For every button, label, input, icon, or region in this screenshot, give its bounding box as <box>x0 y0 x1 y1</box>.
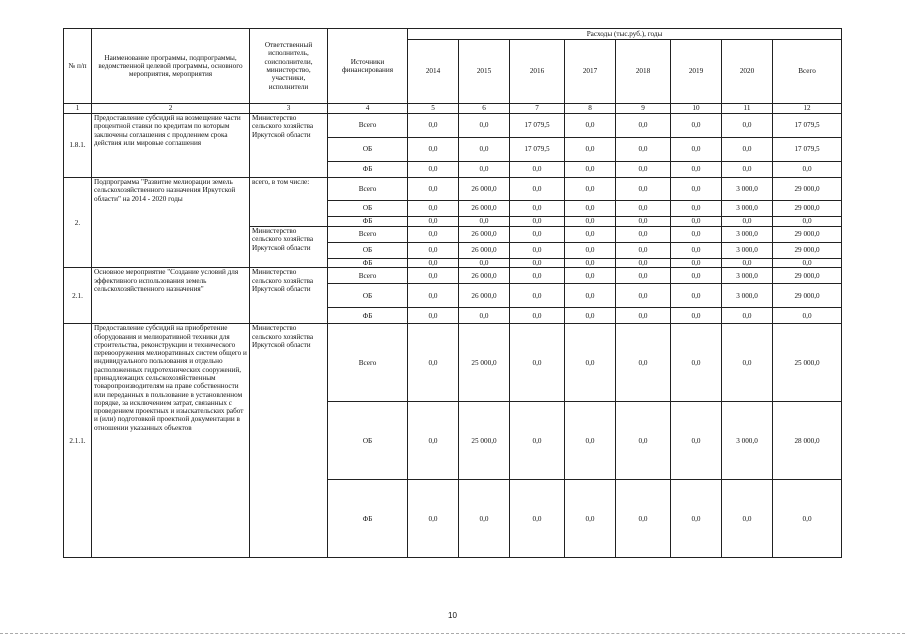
total-cell: 0,0 <box>773 308 842 324</box>
item-executor: Министерство сельского хозяйства Иркутской области <box>250 268 328 324</box>
funding-source: Всего <box>328 324 408 402</box>
column-number: 2 <box>92 104 250 114</box>
amount-cell: 0,0 <box>408 114 459 138</box>
amount-cell: 0,0 <box>616 284 671 308</box>
amount-cell: 0,0 <box>510 259 565 268</box>
amount-cell: 0,0 <box>510 201 565 217</box>
funding-source: ФБ <box>328 308 408 324</box>
header-expenses: Расходы (тыс.руб.), годы <box>408 29 842 40</box>
amount-cell: 0,0 <box>408 284 459 308</box>
funding-source: ФБ <box>328 217 408 227</box>
amount-cell: 0,0 <box>565 227 616 243</box>
amount-cell: 0,0 <box>565 259 616 268</box>
total-cell: 0,0 <box>773 162 842 178</box>
table-row <box>64 324 842 402</box>
amount-cell: 25 000,0 <box>459 402 510 480</box>
total-cell: 17 079,5 <box>773 138 842 162</box>
amount-cell: 0,0 <box>616 138 671 162</box>
amount-cell: 0,0 <box>616 259 671 268</box>
amount-cell: 0,0 <box>510 308 565 324</box>
amount-cell: 0,0 <box>616 217 671 227</box>
amount-cell: 0,0 <box>671 138 722 162</box>
amount-cell: 0,0 <box>510 243 565 259</box>
item-name: Подпрограмма "Развитие мелиорации земель сельскохозяйственного назначения Иркутской области" на 2014 - 2020 годы <box>92 178 250 268</box>
amount-cell: 0,0 <box>510 178 565 201</box>
amount-cell: 0,0 <box>408 243 459 259</box>
item-executor: Министерство сельского хозяйства Иркутской области <box>250 227 328 268</box>
table-row <box>64 178 842 201</box>
table-row <box>64 268 842 284</box>
amount-cell: 0,0 <box>722 259 773 268</box>
item-number: 2.1. <box>64 268 92 324</box>
amount-cell: 0,0 <box>671 480 722 558</box>
amount-cell: 0,0 <box>459 138 510 162</box>
table-row <box>64 114 842 138</box>
amount-cell: 0,0 <box>565 178 616 201</box>
header-source: Источники финансирования <box>328 29 408 104</box>
item-name: Предоставление субсидий на приобретение оборудования и мелиоративной техники для строительства, реконструкции и технического перевооружения мелиоративных систем общего и индивидуального пользования и отдельно расположенных гидротехнических сооружений, принадлежащих сельскохозяйственным товаропроизводителям на праве собственности или переданных в пользование в установленном порядке, за исключением затрат, связанных с проведением проектных и изыскательских работ и (или) подготовкой проектной документации в отношении указанных объектов <box>92 324 250 558</box>
amount-cell: 17 079,5 <box>510 138 565 162</box>
page-number: 10 <box>448 611 457 620</box>
amount-cell: 0,0 <box>459 480 510 558</box>
amount-cell: 0,0 <box>408 217 459 227</box>
amount-cell: 0,0 <box>616 201 671 217</box>
column-number: 4 <box>328 104 408 114</box>
amount-cell: 0,0 <box>671 243 722 259</box>
funding-source: Всего <box>328 178 408 201</box>
total-cell: 28 000,0 <box>773 402 842 480</box>
amount-cell: 0,0 <box>565 162 616 178</box>
amount-cell: 0,0 <box>565 243 616 259</box>
amount-cell: 0,0 <box>510 227 565 243</box>
amount-cell: 0,0 <box>565 308 616 324</box>
amount-cell: 26 000,0 <box>459 201 510 217</box>
amount-cell: 0,0 <box>722 308 773 324</box>
amount-cell: 0,0 <box>408 259 459 268</box>
column-number: 8 <box>565 104 616 114</box>
item-number: 1.8.1. <box>64 114 92 178</box>
amount-cell: 0,0 <box>510 324 565 402</box>
amount-cell: 3 000,0 <box>722 402 773 480</box>
amount-cell: 0,0 <box>671 162 722 178</box>
total-cell: 0,0 <box>773 480 842 558</box>
amount-cell: 0,0 <box>459 259 510 268</box>
amount-cell: 26 000,0 <box>459 178 510 201</box>
amount-cell: 0,0 <box>408 201 459 217</box>
total-cell: 29 000,0 <box>773 201 842 217</box>
footer-divider <box>0 633 905 634</box>
amount-cell: 0,0 <box>671 268 722 284</box>
amount-cell: 0,0 <box>459 114 510 138</box>
amount-cell: 3 000,0 <box>722 268 773 284</box>
amount-cell: 3 000,0 <box>722 201 773 217</box>
amount-cell: 0,0 <box>722 324 773 402</box>
column-number: 10 <box>671 104 722 114</box>
header-total: Всего <box>773 40 842 104</box>
header-num: № п/п <box>64 29 92 104</box>
column-number: 6 <box>459 104 510 114</box>
header-year: 2018 <box>616 40 671 104</box>
item-executor: Министерство сельского хозяйства Иркутской области <box>250 114 328 178</box>
item-name: Предоставление субсидий на возмещение части процентной ставки по кредитам по которым заключены соглашения с продлением срока действия или мировые соглашения <box>92 114 250 178</box>
column-numbers-row <box>64 104 842 114</box>
total-cell: 29 000,0 <box>773 243 842 259</box>
amount-cell: 0,0 <box>616 402 671 480</box>
header-year: 2016 <box>510 40 565 104</box>
amount-cell: 3 000,0 <box>722 284 773 308</box>
column-number: 3 <box>250 104 328 114</box>
amount-cell: 0,0 <box>565 284 616 308</box>
total-cell: 17 079,5 <box>773 114 842 138</box>
funding-source: Всего <box>328 227 408 243</box>
total-cell: 25 000,0 <box>773 324 842 402</box>
amount-cell: 0,0 <box>408 480 459 558</box>
amount-cell: 0,0 <box>565 138 616 162</box>
total-cell: 29 000,0 <box>773 227 842 243</box>
total-cell: 29 000,0 <box>773 268 842 284</box>
total-cell: 29 000,0 <box>773 284 842 308</box>
item-name: Основное мероприятие "Создание условий для эффективного использования земель сельскохозяйственного назначения" <box>92 268 250 324</box>
amount-cell: 0,0 <box>459 217 510 227</box>
amount-cell: 0,0 <box>671 217 722 227</box>
item-number: 2.1.1. <box>64 324 92 558</box>
amount-cell: 0,0 <box>722 138 773 162</box>
item-number: 2. <box>64 178 92 268</box>
amount-cell: 0,0 <box>408 324 459 402</box>
item-executor: всего, в том числе: <box>250 178 328 227</box>
funding-source: ОБ <box>328 243 408 259</box>
amount-cell: 0,0 <box>722 217 773 227</box>
amount-cell: 0,0 <box>722 114 773 138</box>
total-cell: 0,0 <box>773 259 842 268</box>
funding-source: Всего <box>328 268 408 284</box>
amount-cell: 0,0 <box>671 227 722 243</box>
total-cell: 29 000,0 <box>773 178 842 201</box>
amount-cell: 0,0 <box>565 201 616 217</box>
amount-cell: 0,0 <box>510 162 565 178</box>
amount-cell: 0,0 <box>671 259 722 268</box>
amount-cell: 0,0 <box>671 178 722 201</box>
amount-cell: 26 000,0 <box>459 243 510 259</box>
amount-cell: 0,0 <box>616 162 671 178</box>
header-year: 2014 <box>408 40 459 104</box>
amount-cell: 26 000,0 <box>459 227 510 243</box>
amount-cell: 0,0 <box>671 402 722 480</box>
amount-cell: 25 000,0 <box>459 324 510 402</box>
funding-source: ОБ <box>328 138 408 162</box>
amount-cell: 0,0 <box>616 308 671 324</box>
column-number: 9 <box>616 104 671 114</box>
funding-source: ОБ <box>328 284 408 308</box>
amount-cell: 26 000,0 <box>459 284 510 308</box>
funding-source: ОБ <box>328 201 408 217</box>
column-number: 7 <box>510 104 565 114</box>
amount-cell: 26 000,0 <box>459 268 510 284</box>
header-year: 2017 <box>565 40 616 104</box>
item-executor: Министерство сельского хозяйства Иркутской области <box>250 324 328 558</box>
amount-cell: 0,0 <box>565 114 616 138</box>
header-year: 2020 <box>722 40 773 104</box>
amount-cell: 0,0 <box>565 268 616 284</box>
amount-cell: 0,0 <box>510 480 565 558</box>
amount-cell: 0,0 <box>408 402 459 480</box>
header-name: Наименование программы, подпрограммы, ведомственной целевой программы, основного мероприятия, мероприятия <box>92 29 250 104</box>
column-number: 1 <box>64 104 92 114</box>
amount-cell: 0,0 <box>671 308 722 324</box>
amount-cell: 3 000,0 <box>722 227 773 243</box>
amount-cell: 0,0 <box>408 308 459 324</box>
header-year: 2019 <box>671 40 722 104</box>
amount-cell: 0,0 <box>722 480 773 558</box>
amount-cell: 0,0 <box>616 227 671 243</box>
amount-cell: 0,0 <box>565 217 616 227</box>
amount-cell: 0,0 <box>616 480 671 558</box>
total-cell: 0,0 <box>773 217 842 227</box>
amount-cell: 0,0 <box>616 114 671 138</box>
amount-cell: 0,0 <box>616 268 671 284</box>
amount-cell: 0,0 <box>510 402 565 480</box>
amount-cell: 0,0 <box>459 308 510 324</box>
amount-cell: 0,0 <box>616 324 671 402</box>
header-executor: Ответственный исполнитель, соисполнители, министерство, участники, исполнители <box>250 29 328 104</box>
amount-cell: 0,0 <box>616 178 671 201</box>
amount-cell: 17 079,5 <box>510 114 565 138</box>
amount-cell: 0,0 <box>565 480 616 558</box>
amount-cell: 0,0 <box>408 268 459 284</box>
amount-cell: 0,0 <box>565 324 616 402</box>
amount-cell: 0,0 <box>722 162 773 178</box>
column-number: 12 <box>773 104 842 114</box>
amount-cell: 0,0 <box>408 162 459 178</box>
amount-cell: 3 000,0 <box>722 243 773 259</box>
amount-cell: 0,0 <box>671 201 722 217</box>
amount-cell: 0,0 <box>510 268 565 284</box>
amount-cell: 0,0 <box>459 162 510 178</box>
amount-cell: 3 000,0 <box>722 178 773 201</box>
amount-cell: 0,0 <box>510 217 565 227</box>
funding-source: ФБ <box>328 259 408 268</box>
amount-cell: 0,0 <box>510 284 565 308</box>
amount-cell: 0,0 <box>671 324 722 402</box>
column-number: 11 <box>722 104 773 114</box>
funding-source: ОБ <box>328 402 408 480</box>
amount-cell: 0,0 <box>408 227 459 243</box>
amount-cell: 0,0 <box>671 114 722 138</box>
amount-cell: 0,0 <box>408 178 459 201</box>
expenses-table <box>63 28 842 558</box>
amount-cell: 0,0 <box>565 402 616 480</box>
amount-cell: 0,0 <box>671 284 722 308</box>
amount-cell: 0,0 <box>616 243 671 259</box>
header-year: 2015 <box>459 40 510 104</box>
column-number: 5 <box>408 104 459 114</box>
funding-source: ФБ <box>328 162 408 178</box>
funding-source: ФБ <box>328 480 408 558</box>
funding-source: Всего <box>328 114 408 138</box>
amount-cell: 0,0 <box>408 138 459 162</box>
